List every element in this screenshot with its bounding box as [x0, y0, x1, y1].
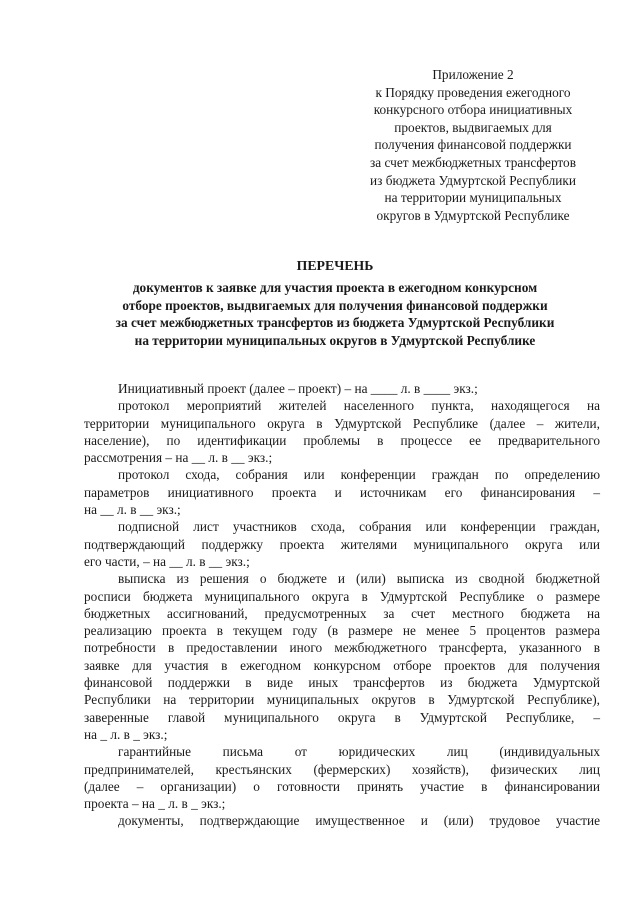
paragraph-line: Республики на территории муниципальных округов в Удмуртской Республике),	[84, 692, 600, 708]
appendix-line: получения финансовой поддержки	[374, 137, 572, 153]
paragraph-meeting-protocol	[84, 466, 600, 518]
paragraph-line: рассмотрения – на __ л. в __ экз.;	[84, 450, 273, 466]
paragraph-line: (далее – организации) о готовности принять участие в финансировании	[84, 778, 600, 794]
paragraph-participation-documents	[84, 812, 600, 829]
appendix-line: на территории муниципальных	[384, 190, 562, 206]
document-body	[84, 380, 600, 830]
document-subtitle	[70, 279, 600, 350]
paragraph-line: протокол мероприятий жителей населенного пункта, находящегося на	[118, 398, 600, 414]
appendix-line: Приложение 2	[432, 67, 514, 82]
appendix-line: из бюджета Удмуртской Республики	[370, 172, 576, 188]
subtitle-line: за счет межбюджетных трансфертов из бюджета Удмуртской Республики	[115, 315, 555, 331]
subtitle-line: на территории муниципальных округов в Удмуртской Республике	[134, 333, 536, 349]
paragraph-line: подписной лист участников схода, собрания или конференции граждан,	[118, 519, 600, 535]
paragraph-line: Инициативный проект (далее – проект) – на ____ л. в ____ экз.;	[118, 381, 478, 396]
paragraph-budget-extract	[84, 570, 600, 743]
paragraph-line: его части, – на __ л. в __ экз.;	[84, 553, 250, 569]
paragraph-line: на _ л. в _ экз.;	[84, 726, 168, 742]
paragraph-line: росписи бюджета муниципального округа в Удмуртской Республике о размере	[84, 588, 600, 604]
paragraph-line: документы, подтверждающие имущественное и (или) трудовое участие	[118, 813, 600, 829]
paragraph-line: бюджетных ассигнований, предусмотренных за счет местного бюджета на	[84, 605, 600, 621]
appendix-line: конкурсного отбора инициативных	[373, 102, 573, 118]
paragraph-residents-protocol	[84, 397, 600, 466]
paragraph-guarantee-letters	[84, 743, 600, 812]
paragraph-line: гарантийные письма от юридических лиц (индивидуальных	[118, 744, 600, 760]
paragraph-line: потребности в предоставлении иного межбюджетного трансферта, указанного в	[84, 640, 600, 656]
paragraph-line: параметров инициативного проекта и источникам его финансирования –	[84, 484, 600, 500]
appendix-line: проектов, выдвигаемых для	[394, 119, 552, 135]
paragraph-line: территории муниципального округа в Удмуртской Республике (далее – жители,	[84, 415, 600, 431]
appendix-line: округов в Удмуртской Республике	[376, 207, 570, 223]
paragraph-line: реализацию проекта в текущем году (в размере не менее 5 процентов размера	[84, 623, 600, 639]
paragraph-line: проекта – на _ л. в _ экз.;	[84, 796, 226, 812]
paragraph-line: протокол схода, собрания или конференции граждан по определению	[118, 467, 600, 483]
paragraph-initiative-project	[84, 380, 600, 397]
document-title: ПЕРЕЧЕНЬ	[296, 258, 374, 273]
paragraph-line: заверенные главой муниципального округа в Удмуртской Республике, –	[84, 709, 600, 725]
paragraph-line: заявке для участия в ежегодном конкурсном отборе проектов для получения	[84, 657, 600, 673]
paragraph-line: на __ л. в __ экз.;	[84, 502, 181, 518]
paragraph-line: предпринимателей, крестьянских (фермерских) хозяйств), физических лиц	[84, 761, 600, 777]
appendix-line: за счет межбюджетных трансфертов	[370, 154, 576, 170]
subtitle-line: отборе проектов, выдвигаемых для получения финансовой поддержки	[122, 297, 548, 313]
subtitle-line: документов к заявке для участия проекта в ежегодном конкурсном	[132, 280, 538, 295]
paragraph-line: подтверждающий поддержку проекта жителями муниципального округа или	[84, 536, 600, 552]
paragraph-signature-list	[84, 518, 600, 570]
appendix-heading	[348, 66, 598, 224]
paragraph-line: выписка из решения о бюджете и (или) выписка из сводной бюджетной	[118, 571, 600, 587]
paragraph-line: население), по идентификации проблемы в процессе ее предварительного	[84, 432, 600, 448]
appendix-line: к Порядку проведения ежегодного	[375, 84, 571, 100]
paragraph-line: финансовой поддержки в виде иных трансфертов из бюджета Удмуртской	[84, 675, 600, 691]
